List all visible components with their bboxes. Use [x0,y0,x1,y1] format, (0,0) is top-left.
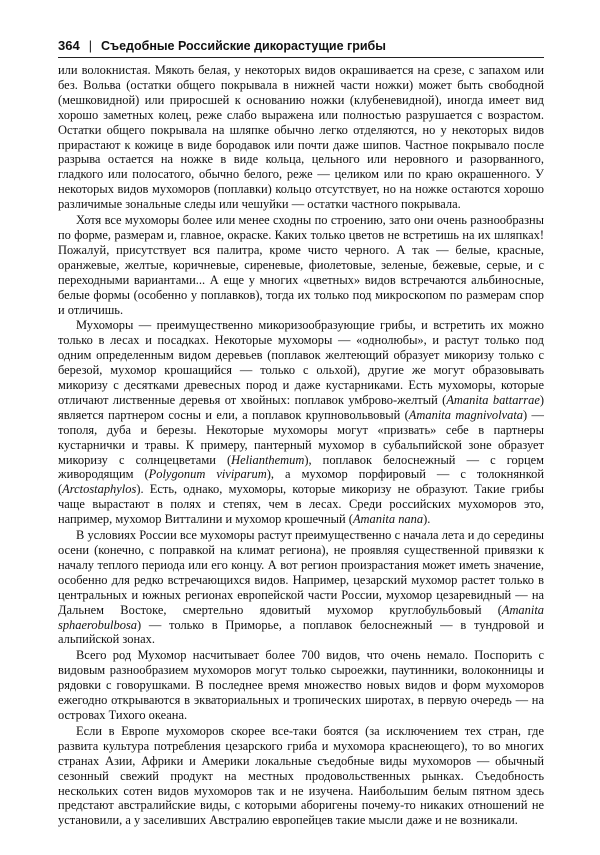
text-run: ), а мухомор порфировый — с толокнянкой ( [58,467,544,497]
page-number: 364 [58,38,80,53]
running-header [58,38,544,58]
latin-name: Helianthemum [231,452,305,467]
text-run: ). Есть, однако, мухоморы, которые микоризу не образуют. Такие грибы чаще вырастают в полях и степях, чем в лесах. Среди российских мухоморов это, например, мухомор Витталини и мухомор крошечный ( [58,482,544,527]
text-run: Если в Европе мухоморов скорее все-таки боятся (за исключением тех стран, где развита культура потребления цезарского гриба и мухомора краснеющего), то во многих странах Азии, Африки и Америки локальные съедобные виды мухоморов — обычный сезонный свежий продукт на местных продовольственных рынках. Съедобность нескольких сотен видов мухоморов так и не изучена. Наибольшим белым пятном здесь предстают австралийские виды, с которыми аборигены почему-то никаких отношений не установили, а у заселивших Австралию европейцев такие мысли даже и не возникали. [58,723,544,828]
paragraph [58,63,544,212]
latin-name: Amanita battarrae [446,392,540,407]
text-run: ) является партнером сосны и ели, а поплавок крупновольвовый ( [58,392,545,422]
text-run: ), поплавок белоснежный — с горцем живородящим ( [58,452,544,482]
latin-name: Polygonum viviparum [148,467,267,482]
header-separator: | [88,39,92,53]
paragraph [58,213,544,317]
latin-name: Arctostaphylos [62,482,137,497]
text-run: ) — тополя, дуба и березы. Некоторые мухоморы могут «призвать» себе в партнеры кустарнички и травы. К примеру, пантерный мухомор в субальпийской зоне образует микоризу с солнцецветами ( [58,407,544,467]
paragraph [58,528,544,647]
text-run: Хотя все мухоморы более или менее сходны по строению, зато они очень разнообразны по форме, размерам и, главное, окраске. Каких только цветов не встретишь на их шляпках! Пожалуй, присутствует вся палитра, кроме чисто черного. А так — белые, красные, оранжевые, желтые, коричневые, сиреневые, фиолетовые, зеленые, бежевые, серые, и с переходными вариантами... А еще у многих «цветных» видов встречаются альбиносные, белые формы (особенно у поплавков), тогда их только под микроскопом по размерам спор и отличишь. [58,213,544,317]
text-run: ). [423,512,431,527]
latin-name: Amanita nana [352,512,424,527]
paragraph [58,318,544,527]
text-run: или волокнистая. Мякоть белая, у некоторых видов окрашивается на срезе, с запахом или без. Вольва (остатки общего покрывала в нижней части ножки) может быть свободной (мешковидной) или приросшей к основанию ножки (клубеневидной), иногда имеет вид хорошо заметных колец, реже слабо выражена или полностью разрушается с возрастом. Остатки общего покрывала на шляпке обычно легко отделяются, но у некоторых видов прирастают к кожице в виде бородавок или почти даже шипов. Частное покрывало после разрыва остается на ножке в виде кольца, цельного или неровного и разорванного, гладкого или полосатого, обычно белого, реже — целиком или по краю окрашенного. У некоторых видов мухоморов (поплавки) кольцо отсутствует, но на ножке остаются хорошо различимые зональные следы или чешуйки — остатки частного покрывала. [58,63,544,212]
running-title: Съедобные Российские дикорастущие грибы [100,39,386,53]
text-run: Мухоморы — преимущественно микоризообразующие грибы, и встретить их можно только в лесах и посадках. Некоторые мухоморы — «однолюбы», и растут только под одним определенным видом деревьев (поплавок желтеющий образует микоризу только с березой, мухомор крошащийся — только с ольхой), другие же могут образовывать микоризу с десятками древесных пород и даже кустарниками. Есть мухоморы, которые отличают лиственные деревья от хвойных: поплавок умброво-желтый ( [58,318,544,407]
paragraph [58,724,544,828]
latin-name: Amanita sphaerobulbosa [58,602,544,632]
latin-name: Amanita magnivolvata [408,407,524,422]
text-run: ) — только в Приморье, а поплавок белоснежный — в тундровой и альпийской зонах. [58,617,544,647]
paragraph [58,648,544,723]
body-text [58,63,544,828]
text-run: В условиях России все мухоморы растут преимущественно с начала лета и до середины осени (конечно, с поправкой на климат региона), не проявляя существенной привязки к началу теплого периода или его концу. А вот регион произрастания может иметь значение, особенно для редко встречающихся видов. Например, цезарский мухомор растет только в центральных и южных регионах европейской части России, мухомор цезаревидный — на Дальнем Востоке, смертельно ядовитый мухомор круглобульбовый ( [58,528,544,617]
text-run: Всего род Мухомор насчитывает более 700 видов, что очень немало. Поспорить с видовым разнообразием мухоморов могут только сыроежки, паутинники, волоконницы и рядовки с говорушками. В последнее время множество новых видов и форм мухоморов ежегодно открываются в экваториальных и тропических широтах, в первую очередь — на островах Тихого океана. [58,648,544,722]
